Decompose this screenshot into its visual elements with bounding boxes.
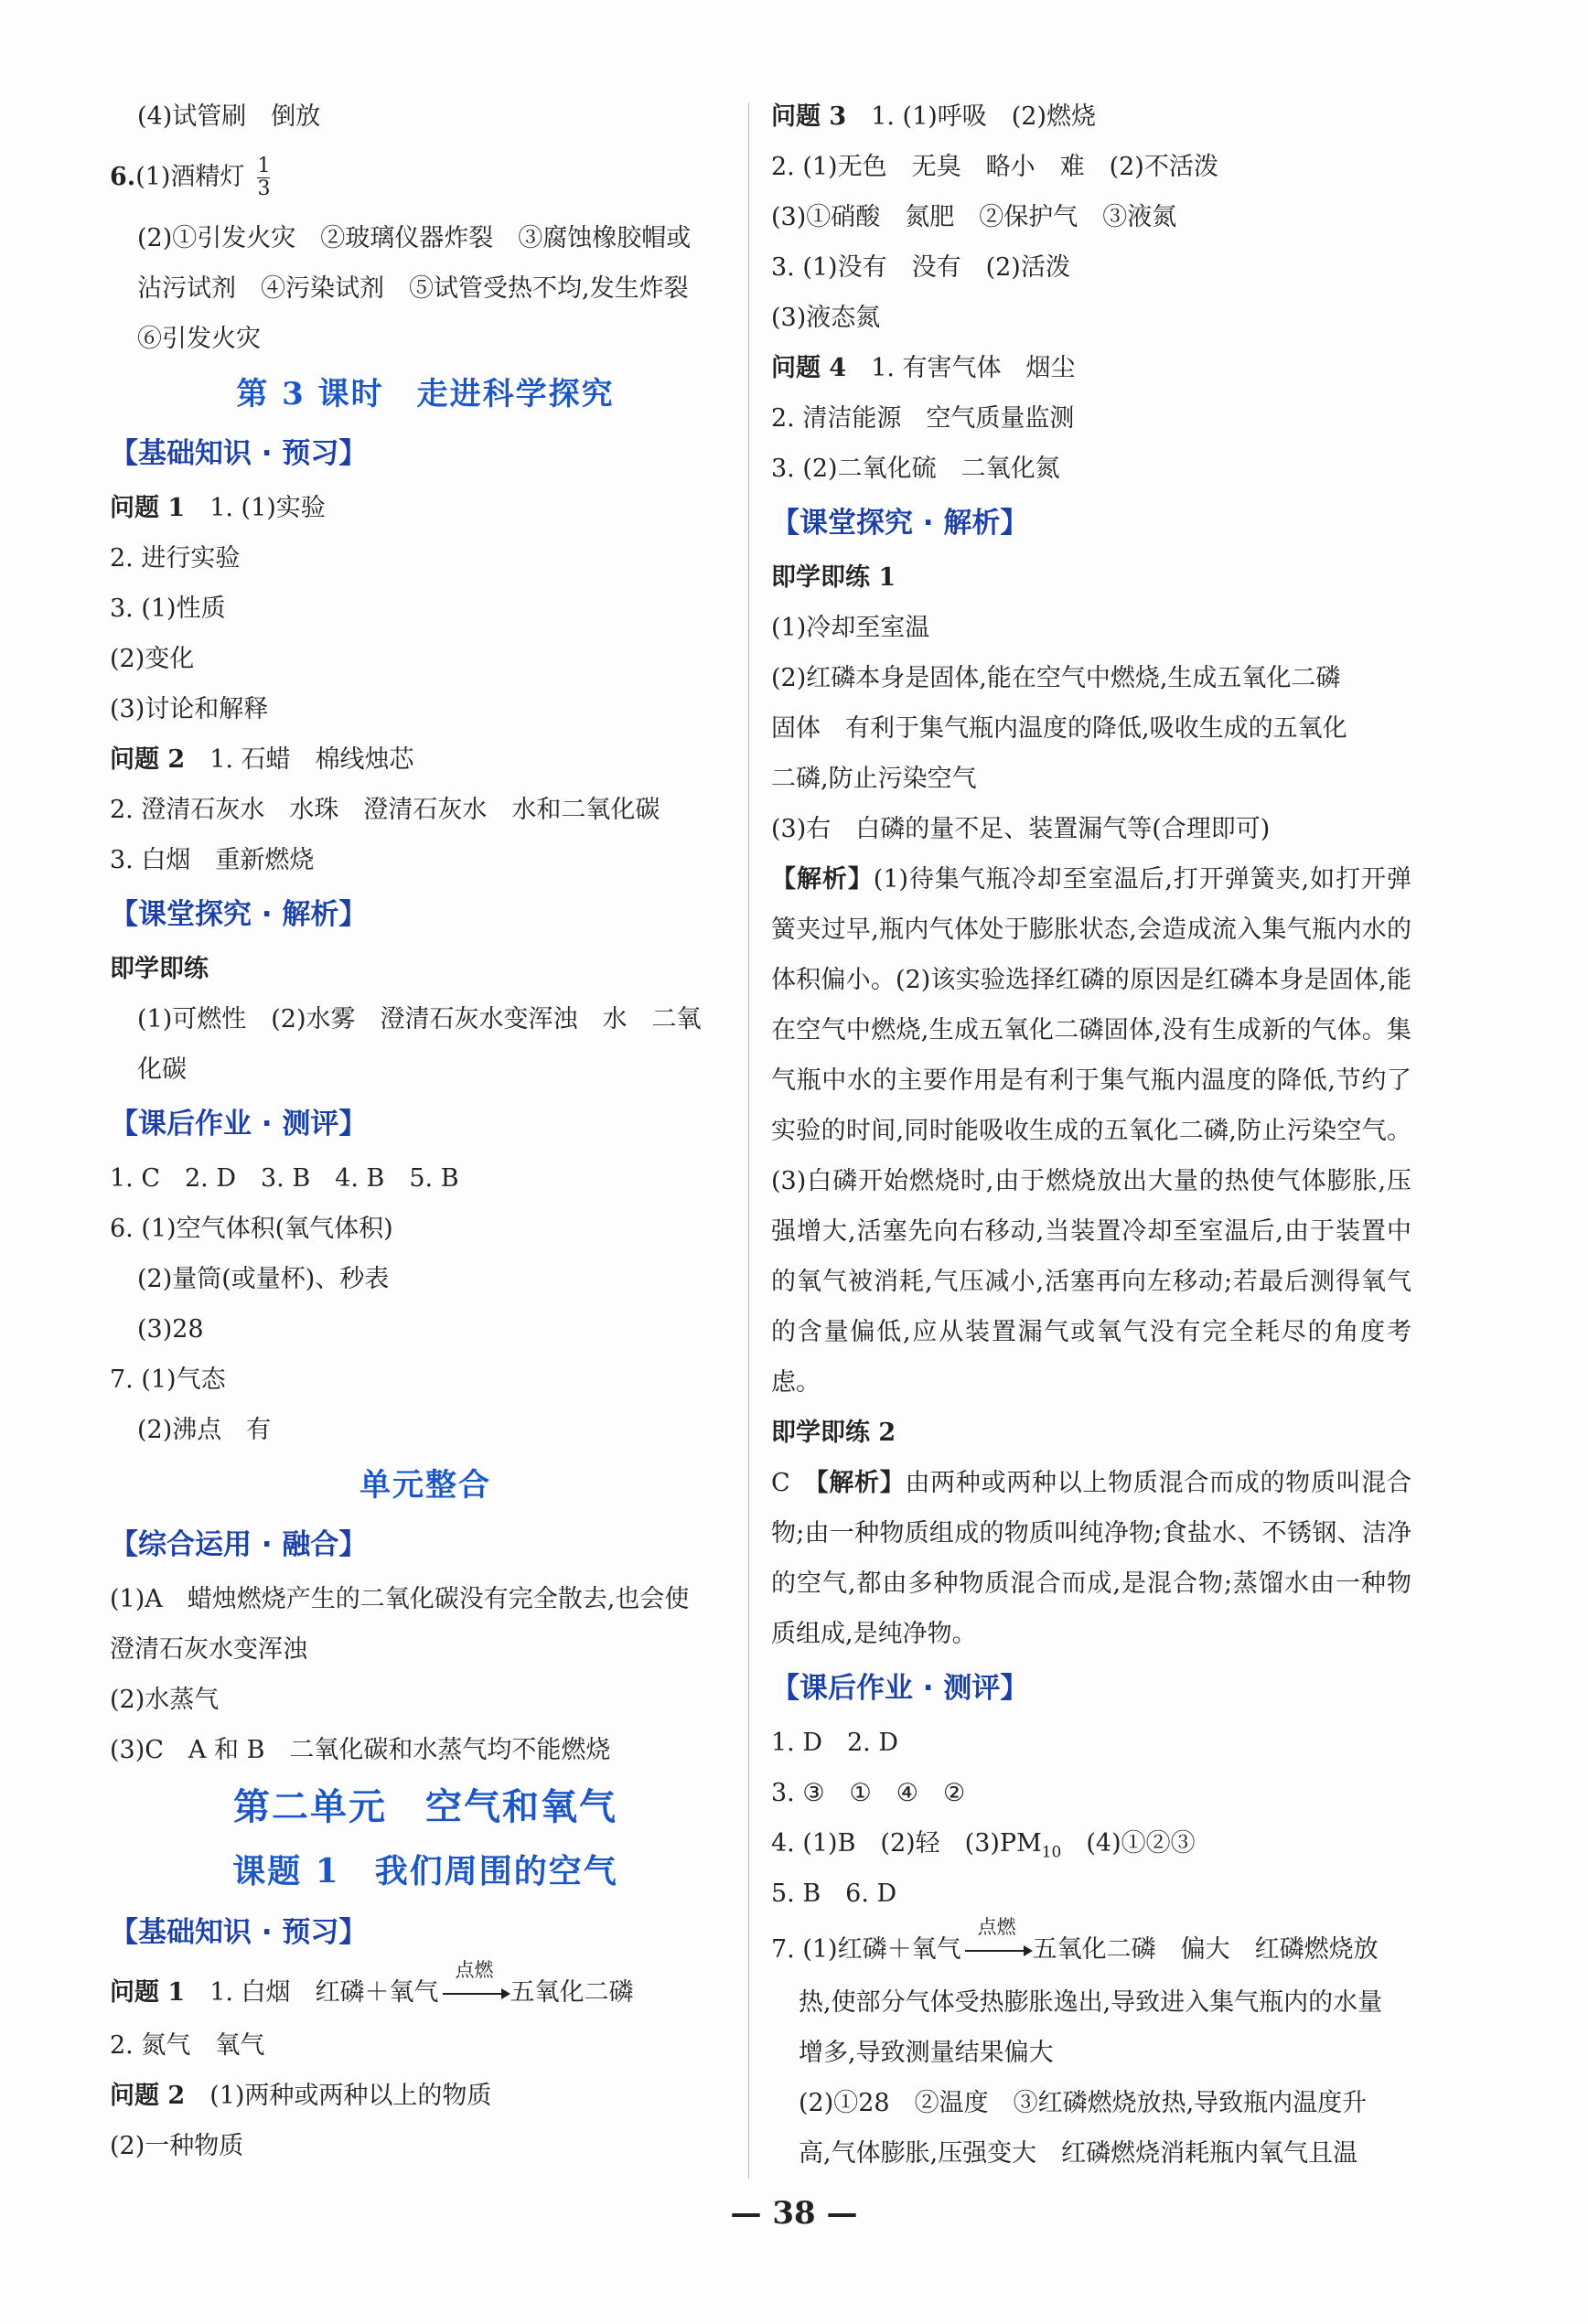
text-line: (3)讨论和解释 [110, 695, 269, 723]
page-number: — 38 — [730, 2195, 858, 2232]
text-line: (3)液态氮 [771, 304, 881, 332]
text-line: 化碳 [137, 1055, 187, 1084]
text-line: 2. 进行实验 [110, 544, 241, 573]
text-line: 固体 有利于集气瓶内温度的降低,吸收生成的五氧化 [771, 714, 1347, 743]
text-line: (1)可燃性 (2)水雾 澄清石灰水变浑浊 水 二氧 [137, 1005, 702, 1033]
text-line: 热,使部分气体受热膨胀逸出,导致进入集气瓶内的水量 [799, 1988, 1383, 2017]
analysis-paragraph: 【解析】(1)待集气瓶冷却至室温后,打开弹簧夹,如打开弹簧夹过早,瓶内气体处于膨胀状态,会造成流入集气瓶内水的体积偏小。(2)该实验选择红磷的原因是红磷本身是固体,能在空气中燃烧,生成五氧化二磷固体,没有生成新的气体。集气瓶中水的主要作用是有利于集气瓶内温度的降低,节约了实验的时间,同时能吸收生成的五氧化二磷,防止污染空气。(3)白磷开始燃烧时,由于燃烧放出大量的热使气体膨胀,压强增大,活塞先向右移动,当装置冷却至室温后,由于装置中的氧气被消耗,气压减小,活塞再向左移动;若最后测得氧气的含量偏低,应从装置漏气或氧气没有完全耗尽的角度考虑。 [771, 865, 1411, 1397]
text-line: (2)一种物质 [110, 2132, 244, 2160]
text-line: 增多,导致测量结果偏大 [799, 2039, 1054, 2067]
text-line: 5. B 6. D [771, 1880, 897, 1908]
fraction: $\frac{1}{3}$ [257, 155, 271, 200]
text-line: 沾污试剂 ④污染试剂 ⑤试管受热不均,发生炸裂 [137, 274, 689, 303]
text-line: 问题 2 1. 石蜡 棉线烛芯 [110, 745, 414, 774]
text-line: 问题 1 1. 白烟 红磷＋氧气 点燃 五氧化二磷 [110, 1958, 634, 2007]
section-heading: 【课后作业 · 测评】 [110, 1108, 368, 1141]
text-line: 问题 1 1. (1)实验 [110, 494, 326, 522]
text-line: 3. 白烟 重新燃烧 [110, 846, 315, 874]
text-line: 高,气体膨胀,压强变大 红磷燃烧消耗瓶内氧气且温 [799, 2139, 1358, 2168]
section-heading: 【课堂探究 · 解析】 [110, 898, 368, 931]
text-line: 4. (1)B (2)轻 $(3)PM_{10}$ (4)①②③ [771, 1829, 1196, 1862]
text-line: (2)①28 ②温度 ③红磷燃烧放热,导致瓶内温度升 [799, 2089, 1368, 2117]
subheading: 即学即练 [110, 955, 209, 983]
text-line: (2)①引发火灾 ②玻璃仪器炸裂 ③腐蚀橡胶帽或 [137, 224, 692, 252]
text-line: 二磷,防止污染空气 [771, 765, 977, 793]
text-line: (4)试管刷 倒放 [137, 102, 321, 131]
text-line: (1)冷却至室温 [771, 614, 930, 642]
unit-title: 第二单元 空气和氧气 [233, 1785, 617, 1828]
text-line: 3. (2)二氧化硫 二氧化氮 [771, 455, 1060, 483]
section-heading: 【基础知识 · 预习】 [110, 437, 368, 470]
text-line: (3)28 [137, 1315, 204, 1344]
section-heading: 【综合运用 · 融合】 [110, 1528, 368, 1561]
text-line: (2)红磷本身是固体,能在空气中燃烧,生成五氧化二磷 [771, 664, 1341, 692]
text-line: 澄清石灰水变浑浊 [110, 1635, 307, 1664]
reaction-arrow: 点燃 [965, 1937, 1029, 1965]
text-line: (3)①硝酸 氮肥 ②保护气 ③液氮 [771, 203, 1177, 231]
text-line: 3. ③ ① ④ ② [771, 1779, 966, 1807]
text-line: ⑥引发火灾 [137, 325, 261, 353]
text-line: 3. (1)没有 没有 (2)活泼 [771, 253, 1070, 282]
right-column [771, 91, 1411, 2179]
text-line: 7. (1)红磷＋氧气 点燃 五氧化二磷 偏大 红磷燃烧放 [771, 1915, 1379, 1964]
text-line: (3)右 白磷的量不足、装置漏气等(合理即可) [771, 815, 1271, 843]
text-line: (1)A 蜡烛燃烧产生的二氧化碳没有完全散去,也会使 [110, 1585, 690, 1613]
text-line: 问题 2 (1)两种或两种以上的物质 [110, 2082, 492, 2110]
text-line: 6. (1)空气体积(氧气体积) [110, 1215, 393, 1243]
text-line: 7. (1)气态 [110, 1365, 226, 1394]
subheading: 即学即练 1 [771, 563, 896, 592]
analysis-paragraph: C 【解析】由两种或两种以上物质混合而成的物质叫混合物;由一种物质组成的物质叫纯净物;食盐水、不锈钢、洁净的空气,都由多种物质混合而成,是混合物;蒸馏水由一种物质组成,是纯净物。 [771, 1469, 1412, 1648]
text-line: 6.(1)酒精灯 $\frac{1}{3}$ [110, 155, 271, 200]
text-line: 2. 澄清石灰水 水珠 澄清石灰水 水和二氧化碳 [110, 796, 660, 824]
text-line: 问题 3 1. (1)呼吸 (2)燃烧 [771, 102, 1097, 131]
section-heading: 【基础知识 · 预习】 [110, 1916, 368, 1949]
lesson-title: 第 3 课时 走进科学探究 [236, 376, 615, 412]
text-line: 2. 氮气 氧气 [110, 2031, 265, 2060]
left-column [110, 91, 741, 2171]
text-line: (3)C A 和 B 二氧化碳和水蒸气均不能燃烧 [110, 1736, 611, 1764]
section-heading: 【课堂探究 · 解析】 [771, 507, 1029, 540]
text-line: 1. C 2. D 3. B 4. B 5. B [110, 1164, 459, 1193]
column-divider [748, 102, 749, 2179]
subheading: 即学即练 2 [771, 1419, 896, 1447]
text-line: 2. 清洁能源 空气质量监测 [771, 404, 1075, 433]
section-heading: 【课后作业 · 测评】 [771, 1672, 1029, 1705]
topic-title: 课题 1 我们周围的空气 [232, 1852, 618, 1890]
reaction-arrow: 点燃 [443, 1980, 507, 2008]
text-line: (2)变化 [110, 645, 195, 673]
text-line: 3. (1)性质 [110, 594, 226, 623]
text-line: (2)沸点 有 [137, 1416, 272, 1444]
text-line: (2)量筒(或量杯)、秒表 [137, 1265, 390, 1293]
unit-integration-title: 单元整合 [359, 1467, 491, 1504]
text-line: 问题 4 1. 有害气体 烟尘 [771, 354, 1076, 382]
text-line: 2. (1)无色 无臭 略小 难 (2)不活泼 [771, 153, 1218, 181]
text-line: (2)水蒸气 [110, 1686, 220, 1714]
text-line: 1. D 2. D [771, 1729, 898, 1757]
